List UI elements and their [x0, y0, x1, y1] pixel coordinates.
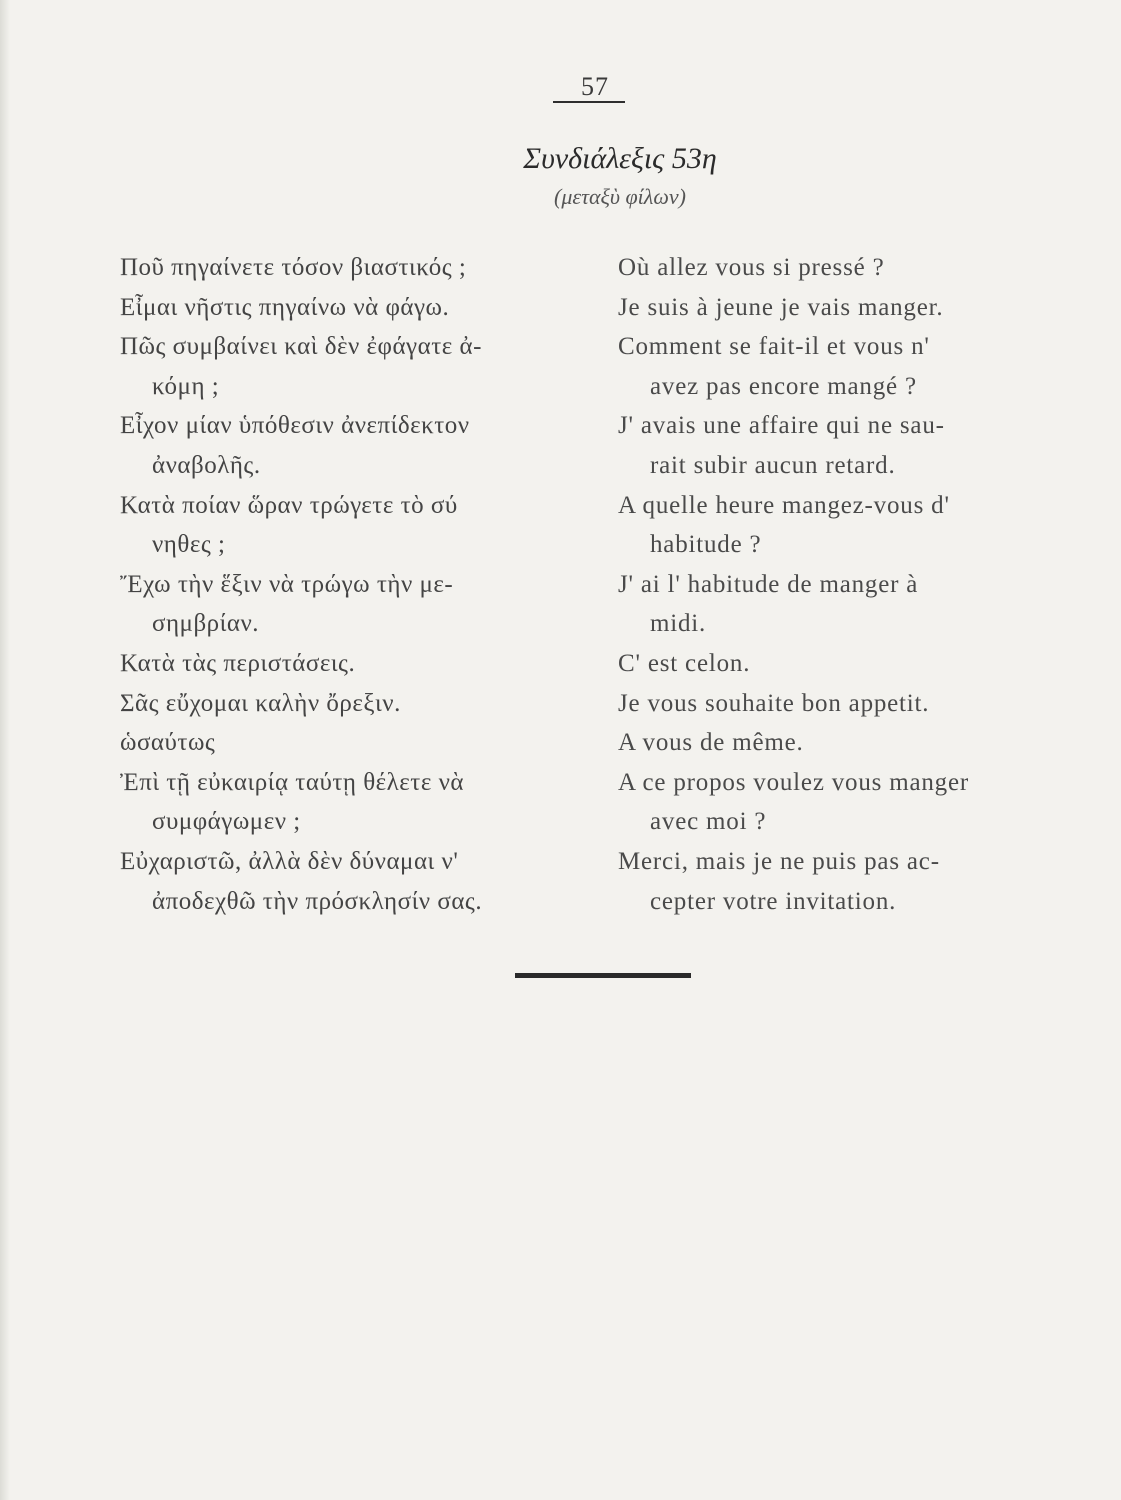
french-line: avec moi ?: [650, 808, 767, 836]
french-line: Je suis à jeune je vais manger.: [618, 293, 944, 321]
greek-line: ἀναβολῆς.: [152, 451, 261, 479]
greek-line: Ἐπὶ τῇ εὐκαιρίᾳ ταύτῃ θέλετε νὰ: [120, 768, 464, 796]
french-line: habitude ?: [650, 531, 762, 559]
greek-line: Ἔχω τὴν ἕξιν νὰ τρώγω τὴν με-: [120, 570, 454, 598]
french-line: A quelle heure mangez-vous d': [618, 491, 950, 519]
greek-line: Κατὰ ποίαν ὥραν τρώγετε τὸ σύ: [120, 491, 458, 519]
greek-line: Εἶμαι νῆστις πηγαίνω νὰ φάγω.: [120, 293, 450, 321]
greek-line: Πῶς συμβαίνει καὶ δὲν ἐφάγατε ἀ-: [120, 333, 482, 361]
greek-line: ὡσαύτως: [120, 729, 216, 757]
french-line: rait subir aucun retard.: [650, 451, 896, 479]
page-number-underline: [553, 101, 625, 103]
french-line: midi.: [650, 610, 707, 638]
greek-line: νηθες ;: [152, 531, 226, 559]
french-line: Merci, mais je ne puis pas ac-: [618, 847, 940, 875]
greek-line: συμφάγωμεν ;: [152, 808, 301, 836]
greek-line: Εἶχον μίαν ὑπόθεσιν ἀνεπίδεκτον: [120, 412, 470, 440]
greek-line: Σᾶς εὔχομαι καλὴν ὄρεξιν.: [120, 689, 401, 717]
greek-line: ἀποδεχθῶ τὴν πρόσκλησίν σας.: [152, 887, 483, 915]
greek-line: Κατὰ τὰς περιστάσεις.: [120, 649, 356, 677]
page-number: 57: [581, 72, 609, 101]
french-line: A vous de même.: [618, 729, 804, 757]
page-title: Συνδιάλεξις 53η: [523, 142, 717, 175]
french-line: C' est celon.: [618, 649, 751, 677]
french-line: Je vous souhaite bon appetit.: [618, 689, 930, 717]
page-subtitle: (μεταξὺ φίλων): [554, 184, 686, 209]
page-edge: [0, 0, 10, 1500]
french-line: Où allez vous si pressé ?: [618, 254, 885, 281]
section-end-rule: [515, 973, 691, 978]
greek-line: Εὐχαριστῶ, ἀλλὰ δὲν δύναμαι ν': [120, 847, 459, 875]
french-line: cepter votre invitation.: [650, 887, 897, 915]
french-line: avez pas encore mangé ?: [650, 372, 917, 400]
french-line: Comment se fait-il et vous n': [618, 333, 930, 361]
french-column: [618, 248, 1078, 921]
greek-line: Ποῦ πηγαίνετε τόσον βιαστικός ;: [120, 254, 467, 281]
french-line: J' avais une affaire qui ne sau-: [618, 412, 945, 440]
greek-line: κόμη ;: [152, 372, 220, 400]
french-line: A ce propos voulez vous manger: [618, 768, 970, 796]
greek-column: [120, 248, 580, 921]
greek-line: σημβρίαν.: [152, 610, 260, 638]
french-line: J' ai l' habitude de manger à: [618, 570, 919, 598]
